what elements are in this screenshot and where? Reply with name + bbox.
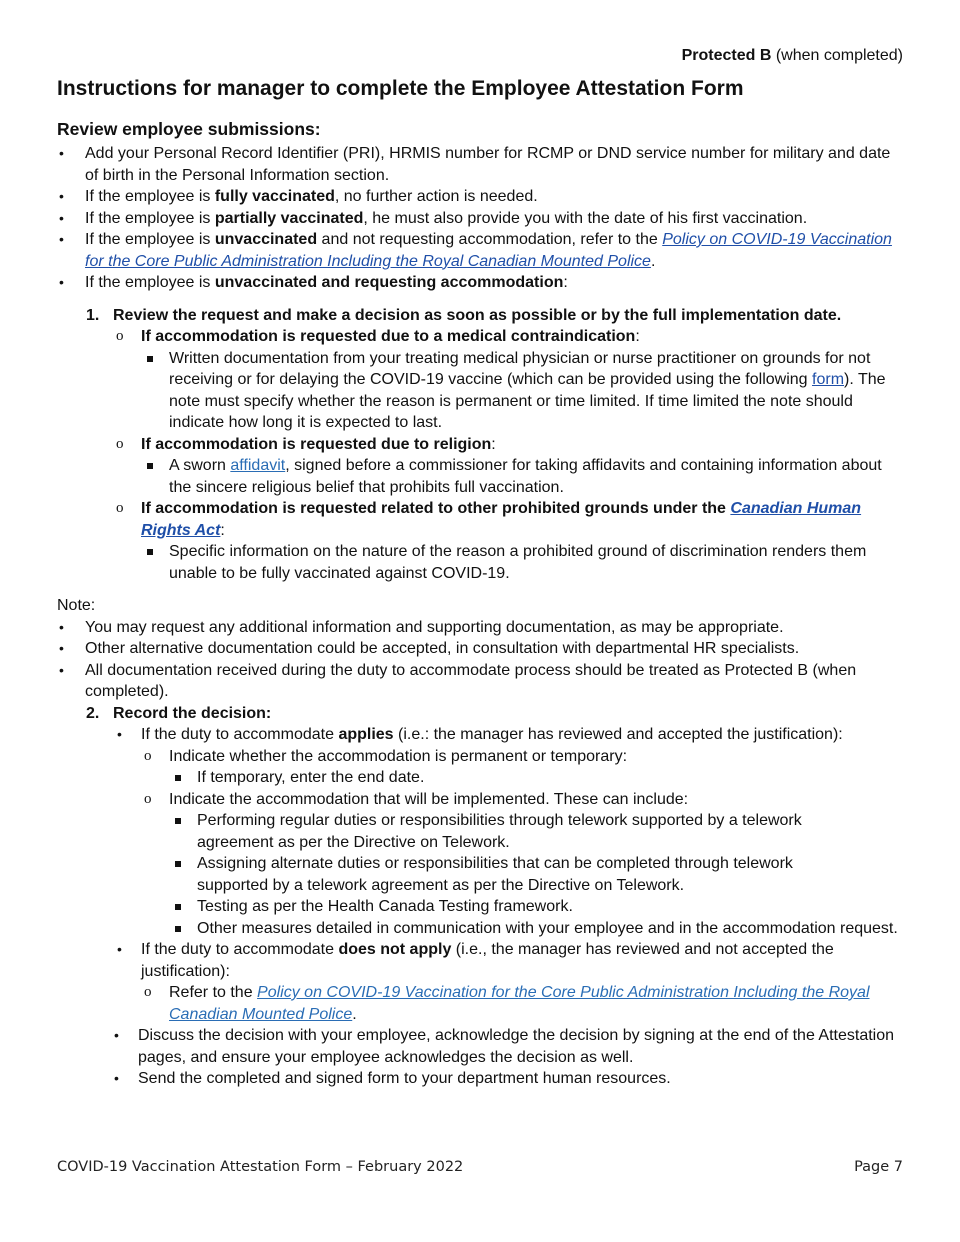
form-link[interactable]: form: [812, 371, 845, 388]
not-apply-item: [57, 939, 907, 982]
item-text: Indicate the accommodation that will be implemented. These can include:: [169, 790, 689, 808]
item-text: , no further action is needed.: [334, 188, 538, 205]
send-item: [57, 1068, 907, 1090]
item-bold: does not apply: [338, 941, 452, 958]
affidavit-link[interactable]: affidavit: [230, 457, 286, 474]
medical-detail: [57, 348, 907, 434]
bullet-icon: •: [114, 1027, 119, 1043]
policy-link-2[interactable]: Policy on COVID-19 Vaccination for the Core Public Administration Including the Royal Canadian Mounted Police: [169, 984, 870, 1023]
item-bold: unvaccinated: [214, 231, 318, 248]
square-bullet-icon: [147, 463, 153, 469]
bullet-icon: •: [59, 145, 64, 161]
item-text: and not requesting accommodation, refer to the: [317, 231, 663, 248]
perm-temp-item: [57, 746, 907, 768]
bullet-icon: •: [59, 618, 64, 635]
end-date-item: [57, 767, 907, 789]
list-item: [57, 143, 907, 186]
colon: :: [635, 328, 640, 345]
implement-item: [57, 789, 907, 811]
page-number: Page 7: [854, 1159, 903, 1175]
item-text: (i.e., the manager has reviewed and not accepted the justification):: [141, 941, 834, 980]
section-heading: Review employee submissions:: [57, 119, 321, 139]
square-bullet-icon: [175, 926, 181, 932]
bullet-icon: •: [59, 640, 64, 656]
list-item: [57, 229, 907, 272]
square-bullet-icon: [147, 356, 153, 362]
option-text: Assigning alternate duties or responsibilities that can be completed through telework supported by a telework agreement as per the Directive on Telework.: [197, 855, 793, 894]
square-bullet-icon: [175, 904, 181, 910]
option-item: [57, 918, 907, 940]
option-text: Performing regular duties or responsibilities through telework supported by a telework agreement as per the Directive on Telework.: [197, 812, 802, 851]
circle-bullet-icon: o: [144, 984, 152, 1000]
item-text: .: [650, 252, 656, 270]
square-bullet-icon: [175, 861, 181, 867]
item-text: If the employee is: [85, 231, 215, 248]
option-text: Testing as per the Health Canada Testing framework.: [197, 898, 573, 915]
bullet-icon: •: [59, 231, 64, 247]
bullet-icon: •: [59, 274, 64, 290]
heading-text: If accommodation is requested related to other prohibited grounds under the: [141, 500, 731, 517]
item-text: Add your Personal Record Identifier (PRI), HRMIS number for RCMP or DND service number for military and date of birth in the Personal Information section.: [85, 145, 891, 184]
detail-text: Specific information on the nature of the reason a prohibited ground of discrimination renders them unable to be fully vaccinated against COVID-19.: [169, 543, 867, 582]
bullet-icon: •: [117, 941, 122, 957]
step-label: Review the request and make a decision as soon as possible or by the full implementation date.: [113, 306, 842, 324]
detail-text: , signed before a commissioner for taking affidavits and containing information about the sincere religious belief that prohibits full vaccination.: [169, 457, 882, 496]
other-grounds-heading: [57, 498, 907, 541]
circle-bullet-icon: o: [144, 747, 152, 764]
list-item: [57, 186, 907, 208]
square-bullet-icon: [147, 549, 153, 555]
other-grounds-detail: [57, 541, 907, 584]
note-item: [57, 660, 907, 703]
applies-item: [57, 724, 907, 746]
item-text: Indicate whether the accommodation is permanent or temporary:: [169, 747, 628, 765]
heading-text: If accommodation is requested due to a medical contraindication: [141, 328, 636, 345]
item-text: If temporary, enter the end date.: [197, 769, 425, 786]
item-text: If the employee is: [85, 188, 215, 205]
note-text: You may request any additional information and supporting documentation, as may be appropriate.: [85, 618, 784, 636]
discuss-item: [57, 1025, 907, 1068]
bullet-icon: •: [59, 188, 64, 204]
protected-b-label: [682, 45, 903, 67]
item-text: Discuss the decision with your employee, acknowledge the decision by signing at the end of the Attestation pages, and ensure your employee acknowledges the decision as well.: [138, 1027, 895, 1066]
bullet-icon: •: [117, 726, 122, 742]
list-item: [57, 208, 907, 230]
item-text: If the employee is: [85, 209, 215, 227]
detail-text: ). The note must specify whether the reason is permanent or time limited. If time limited the note should indicate how long it is expected to last.: [169, 371, 886, 431]
note-label: Note:: [57, 597, 96, 614]
medical-heading: [57, 326, 907, 348]
note-item: [57, 638, 907, 660]
item-text: :: [563, 274, 568, 291]
list-item: [57, 272, 907, 294]
item-bold: fully vaccinated: [214, 188, 335, 205]
option-item: [57, 810, 907, 853]
circle-bullet-icon: o: [144, 790, 152, 807]
step-label: Record the decision:: [113, 704, 272, 722]
option-item: [57, 853, 907, 896]
step-number: 2.: [86, 704, 100, 722]
note-text: Other alternative documentation could be accepted, in consultation with departmental HR specialists.: [85, 640, 800, 657]
footer-title: COVID-19 Vaccination Attestation Form – February 2022: [57, 1159, 464, 1175]
step-1: [57, 305, 907, 327]
item-text: If the employee is: [85, 274, 215, 291]
content: [57, 143, 907, 1090]
item-bold: partially vaccinated: [214, 209, 364, 227]
item-text: Refer to the: [169, 984, 258, 1001]
bullet-icon: •: [59, 209, 64, 226]
item-bold: applies: [338, 726, 394, 743]
note-text: All documentation received during the duty to accommodate process should be treated as Protected B (when completed).: [85, 661, 857, 700]
heading-text: If accommodation is requested due to religion: [141, 435, 492, 453]
protected-b-bold: Protected B: [681, 47, 772, 64]
protected-b-rest: (when completed): [771, 47, 903, 64]
detail-text: A sworn: [169, 457, 231, 474]
note-item: [57, 617, 907, 639]
religion-heading: [57, 434, 907, 456]
page-title: Instructions for manager to complete the Employee Attestation Form: [57, 77, 744, 100]
item-text: If the duty to accommodate: [141, 941, 339, 958]
item-text: (i.e.: the manager has reviewed and accepted the justification):: [393, 726, 843, 743]
square-bullet-icon: [175, 818, 181, 824]
square-bullet-icon: [175, 775, 181, 781]
policy-link[interactable]: Policy on COVID-19 Vaccination for the Core Public Administration Including the Royal Canadian Mounted Police: [85, 231, 892, 270]
step-2: [57, 703, 907, 725]
human-rights-act-link[interactable]: Canadian Human Rights Act: [141, 500, 862, 539]
circle-bullet-icon: o: [116, 328, 124, 344]
item-text: , he must also provide you with the date of his first vaccination.: [363, 209, 808, 227]
colon: :: [491, 435, 496, 453]
item-bold: unvaccinated and requesting accommodation: [214, 274, 564, 291]
religion-detail: [57, 455, 907, 498]
bullet-icon: •: [114, 1070, 119, 1086]
option-item: [57, 896, 907, 918]
circle-bullet-icon: o: [116, 435, 124, 452]
step-number: 1.: [86, 306, 100, 324]
item-text: .: [352, 1005, 357, 1023]
option-text: Other measures detailed in communication with your employee and in the accommodation request.: [197, 919, 898, 937]
refer-item: [57, 982, 907, 1025]
bullet-icon: •: [59, 661, 64, 678]
item-text: If the duty to accommodate: [141, 726, 339, 743]
colon: :: [220, 521, 225, 539]
detail-text: Written documentation from your treating medical physician or nurse practitioner on grounds for not receiving or for delaying the COVID-19 vaccine (which can be provided using the following: [169, 349, 871, 388]
item-text: Send the completed and signed form to your department human resources.: [138, 1070, 671, 1087]
page-footer: [57, 1157, 903, 1179]
circle-bullet-icon: o: [116, 500, 124, 516]
